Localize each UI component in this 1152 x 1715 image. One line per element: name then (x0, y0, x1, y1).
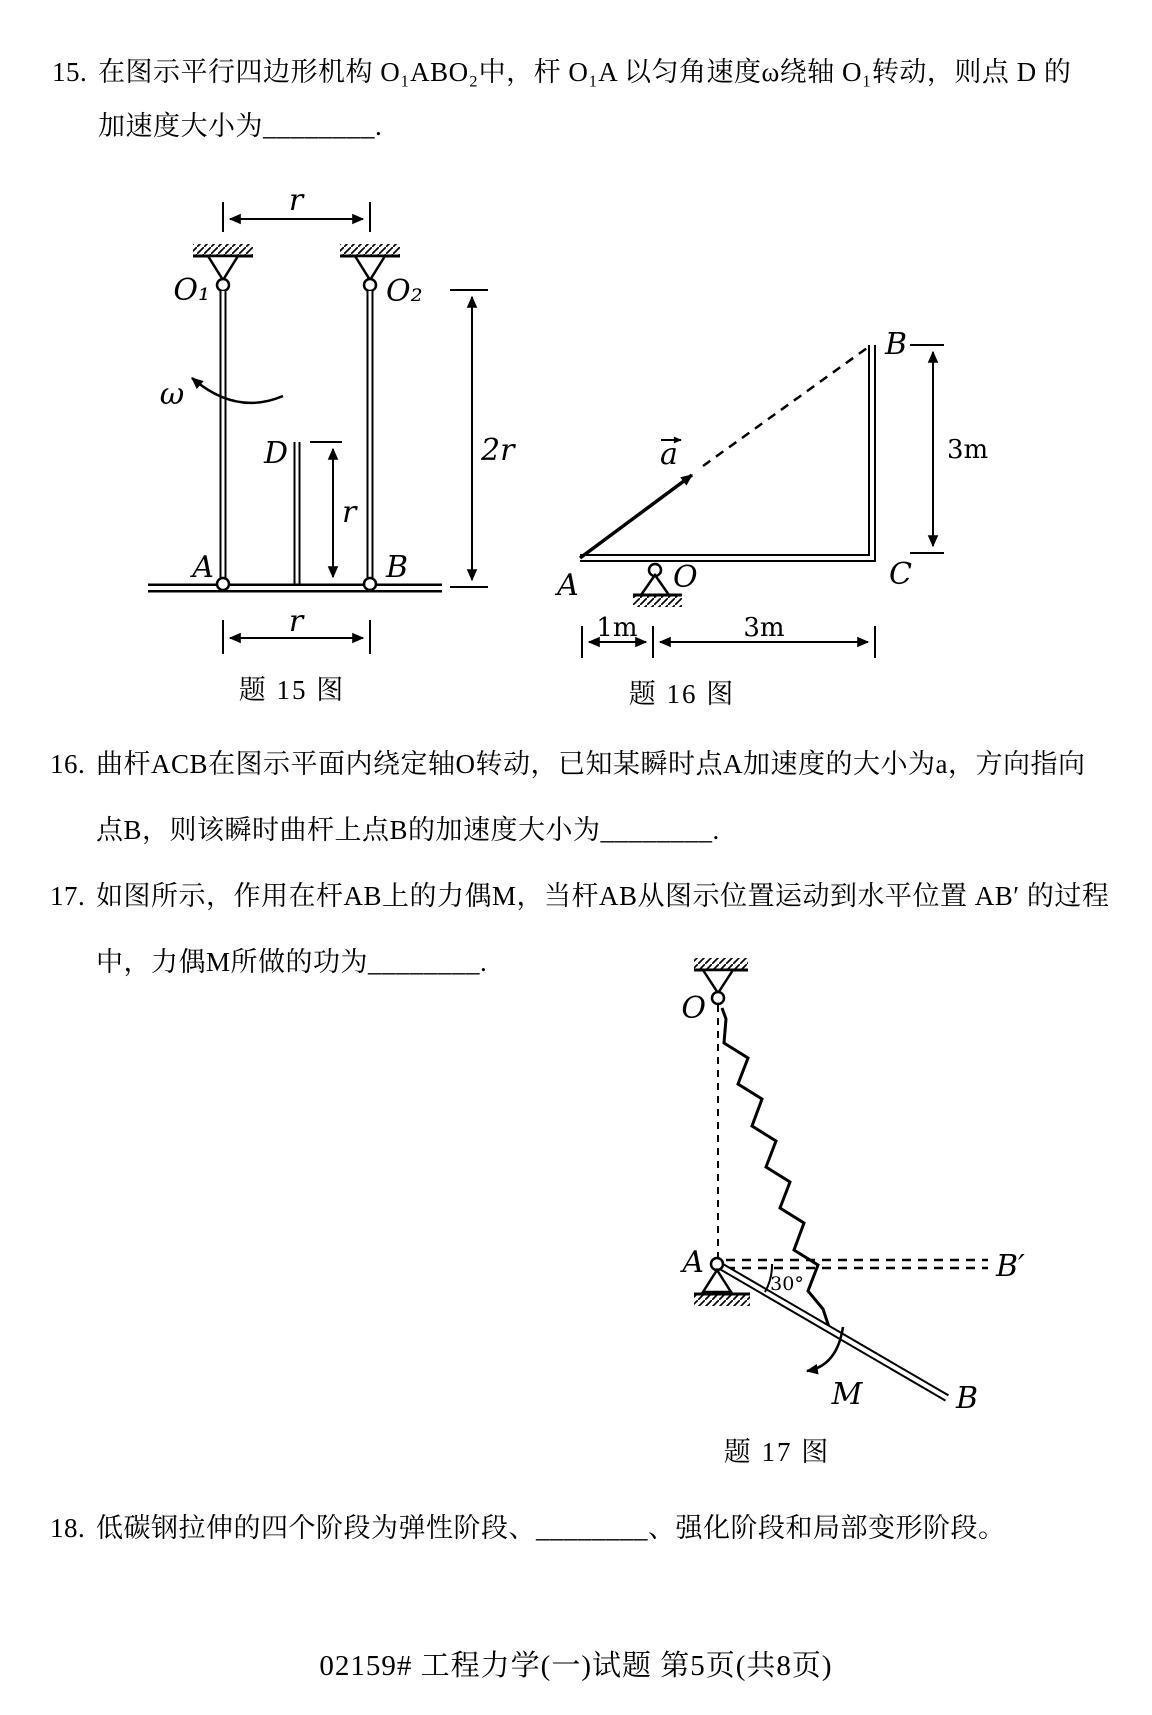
figure-15-caption: 题 15 图 (238, 675, 346, 705)
fig15-label-o1: O₁ (173, 273, 210, 308)
fig16-dashed-ab (703, 348, 867, 466)
question-18-text: 低碳钢拉伸的四个阶段为弹性阶段、________、强化阶段和局部变形阶段。 (96, 1513, 1006, 1543)
svg-text:a: a (660, 437, 678, 472)
fig15-label-b: B (386, 550, 409, 585)
fig15-label-2r: 2r (481, 433, 515, 468)
fig17-label-o: O (681, 991, 706, 1026)
fig16-label-b: B (885, 327, 908, 362)
fig17-label-b: B (956, 1381, 979, 1416)
question-18-line1 (50, 1506, 1006, 1545)
fig16-label-accel (660, 437, 681, 472)
question-17-number: 17. (50, 881, 86, 911)
figure-15 (120, 170, 540, 670)
fig15-dim-top (223, 183, 370, 232)
question-16-number: 16. (50, 749, 86, 779)
fig15-omega-arrow (192, 378, 283, 403)
fig15-label-r-top: r (288, 183, 304, 218)
fig17-label-a: A (682, 1245, 704, 1280)
figure-16 (500, 290, 989, 660)
question-17-line1 (50, 874, 1109, 913)
question-16-text: 曲杆ACB在图示平面内绕定轴O转动，已知某瞬时点A加速度的大小为a，方向指向 (96, 749, 1086, 779)
fig16-label-o: O (673, 560, 698, 595)
fig15-pin-a (217, 578, 229, 590)
figure-17 (600, 950, 1030, 1420)
fig17-label-m: M (831, 1377, 863, 1412)
fig15-label-omega: ω (159, 377, 185, 412)
fig15-label-r-bottom: r (288, 604, 304, 639)
fig16-label-a: A (557, 568, 579, 603)
fig15-label-r-mid: r (342, 495, 357, 530)
question-15-line1 (52, 50, 1071, 89)
fig16-dim-right (910, 345, 988, 553)
fig15-label-o2: O₂ (386, 274, 423, 309)
fig16-label-c: C (889, 557, 912, 592)
question-18-number: 18. (50, 1513, 86, 1543)
fig16-label-3m-bottom: 3m (743, 613, 785, 643)
fig15-dim-mid (310, 442, 358, 577)
question-15-line2: 加速度大小为________. (98, 111, 383, 141)
question-17-text: 如图所示，作用在杆AB上的力偶M，当杆AB从图示位置运动到水平位置 AB′ 的过程 (96, 881, 1110, 911)
fig15-label-d: D (263, 436, 288, 471)
figure-16-caption: 题 16 图 (628, 679, 736, 709)
fig16-label-1m: 1m (596, 613, 638, 643)
question-16-line2: 点B，则该瞬时曲杆上点B的加速度大小为________. (96, 815, 720, 845)
fig17-label-angle: 30° (770, 1273, 804, 1295)
fig17-label-b-prime: B′ (996, 1249, 1025, 1284)
fig15-pin-b (364, 578, 376, 590)
fig15-dim-bottom (223, 604, 370, 654)
question-15-number: 15. (52, 57, 88, 87)
question-15-text: 在图示平行四边形机构 O₁ABO₂中，杆 O₁A 以匀角速度ω绕轴 O₁转动，则点 D 的 (98, 57, 1072, 87)
fig16-label-3m-right: 3m (947, 435, 989, 465)
question-16-line1 (50, 742, 1086, 781)
fig16-accel-vector (580, 475, 692, 558)
figure-17-caption: 题 17 图 (723, 1437, 831, 1467)
page-footer: 02159# 工程力学(一)试题 第5页(共8页) (319, 1650, 833, 1682)
fig17-dashed-ab-prime (726, 1260, 988, 1268)
fig16-dim-bottom (582, 613, 875, 658)
fig15-label-a: A (192, 550, 214, 585)
question-17-line2: 中，力偶M所做的功为________. (96, 947, 488, 977)
